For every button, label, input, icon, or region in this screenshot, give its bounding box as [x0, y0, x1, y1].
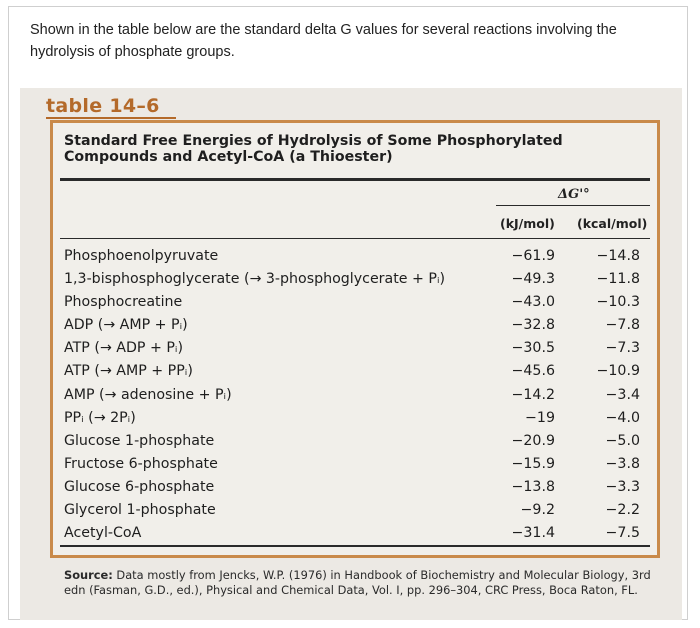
- column-header-kj: (kJ/mol): [500, 216, 555, 231]
- table-row: [64, 315, 650, 338]
- compound-name: Phosphocreatine: [64, 294, 183, 311]
- question-text: Shown in the table below are the standard delta G values for several reactions involving the hydrolysis of phosphate groups.: [30, 22, 617, 60]
- compound-name: Fructose 6-phosphate: [64, 455, 218, 472]
- table-bottom-rule: [60, 545, 650, 547]
- table-row: [64, 500, 650, 523]
- compound-name: Acetyl-CoA: [64, 525, 142, 542]
- compound-name: ATP (→ ADP + Pᵢ): [64, 340, 183, 357]
- table-row: [64, 269, 650, 292]
- table-body: [64, 246, 650, 546]
- header-rule: [60, 238, 650, 239]
- delta-g-kj: −32.8: [511, 317, 555, 334]
- table-source-note: [64, 568, 654, 597]
- delta-g-kcal: −4.0: [605, 409, 640, 426]
- delta-g-kcal: −5.0: [605, 432, 640, 449]
- table-row: [64, 431, 650, 454]
- delta-g-kcal: −7.8: [605, 317, 640, 334]
- table-row: [64, 523, 650, 546]
- compound-name: 1,3-bisphosphoglycerate (→ 3-phosphoglycerate + Pᵢ): [64, 271, 446, 288]
- delta-g-kcal: −10.9: [596, 363, 640, 380]
- delta-g-kj: −15.9: [511, 455, 555, 472]
- table-row: [64, 385, 650, 408]
- delta-g-kcal: −7.5: [605, 525, 640, 542]
- compound-name: ADP (→ AMP + Pᵢ): [64, 317, 188, 334]
- delta-g-kj: −30.5: [511, 340, 555, 357]
- delta-g-kj: −61.9: [511, 248, 555, 264]
- delta-g-kcal: −10.3: [596, 294, 640, 311]
- table-row: [64, 338, 650, 361]
- source-text: Data mostly from Jencks, W.P. (1976) in Handbook of Biochemistry and Molecular Biology, 3rd edn (Fasman, G.D., ed.), Physical and Chemical Data, Vol. I, pp. 296–304, CRC Press, Boca Raton, FL.: [64, 568, 651, 597]
- delta-g-kj: −43.0: [511, 294, 555, 311]
- compound-name: PPᵢ (→ 2Pᵢ): [64, 409, 136, 426]
- table-top-rule: [60, 178, 650, 181]
- table-row: [64, 408, 650, 431]
- delta-g-kcal: −7.3: [605, 340, 640, 357]
- delta-g-kj: −9.2: [520, 502, 555, 519]
- compound-name: Glucose 1-phosphate: [64, 432, 215, 449]
- delta-g-header: ΔG'°: [558, 187, 590, 202]
- column-header-kcal: (kcal/mol): [577, 216, 648, 231]
- delta-g-kcal: −14.8: [596, 248, 640, 264]
- table-row: [64, 477, 650, 500]
- table-row: [64, 292, 650, 315]
- compound-name: AMP (→ adenosine + Pᵢ): [64, 386, 232, 403]
- delta-g-kj: −13.8: [511, 478, 555, 495]
- table-label-underline: [46, 117, 176, 119]
- table-caption: Standard Free Energies of Hydrolysis of Some Phosphorylated Compounds and Acetyl-CoA (a Thioester): [64, 133, 563, 165]
- source-label: Source:: [64, 568, 113, 582]
- compound-name: ATP (→ AMP + PPᵢ): [64, 363, 193, 380]
- compound-name: Phosphoenolpyruvate: [64, 248, 219, 264]
- delta-g-kcal: −3.8: [605, 455, 640, 472]
- delta-g-kcal: −3.4: [605, 386, 640, 403]
- delta-g-kj: −45.6: [511, 363, 555, 380]
- compound-name: Glycerol 1-phosphate: [64, 502, 216, 519]
- delta-g-kj: −19: [525, 409, 555, 426]
- table-row: [64, 361, 650, 384]
- table-row: [64, 454, 650, 477]
- delta-g-kcal: −3.3: [605, 478, 640, 495]
- delta-g-kj: −20.9: [511, 432, 555, 449]
- delta-g-kj: −49.3: [511, 271, 555, 288]
- table-label: table 14–6: [46, 95, 160, 117]
- delta-g-rule: [496, 205, 650, 206]
- delta-g-kcal: −2.2: [605, 502, 640, 519]
- delta-g-kj: −14.2: [511, 386, 555, 403]
- compound-name: Glucose 6-phosphate: [64, 478, 215, 495]
- table-row: [64, 246, 650, 269]
- delta-g-kcal: −11.8: [596, 271, 640, 288]
- delta-g-kj: −31.4: [511, 525, 555, 542]
